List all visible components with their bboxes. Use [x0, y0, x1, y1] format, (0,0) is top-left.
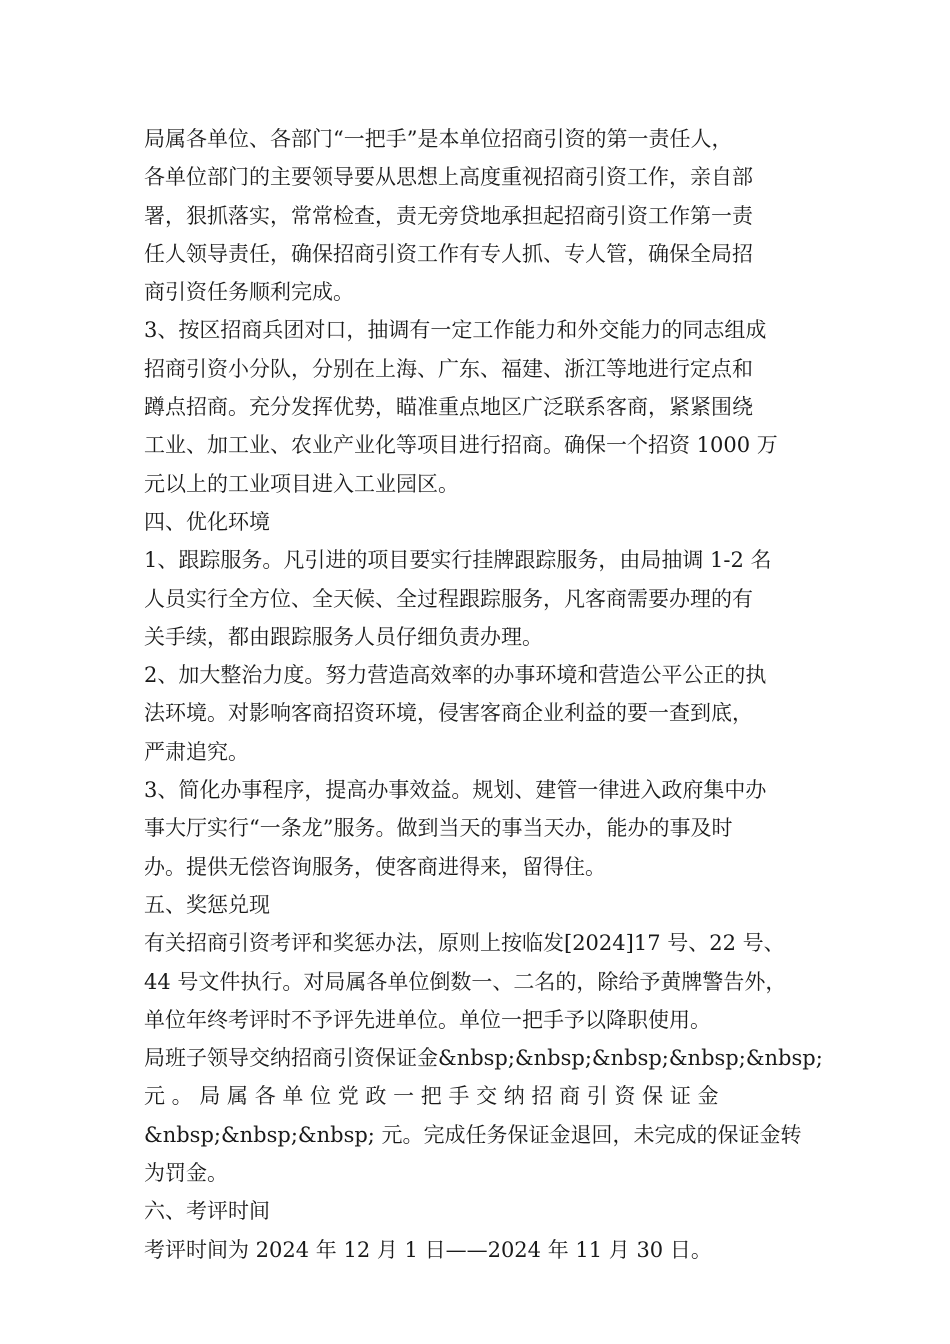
text-line: 商引资任务顺利完成。	[144, 280, 354, 305]
text-line: 元 。 局 属 各 单 位 党 政 一 把 手 交 纳 招 商 引 资 保 证 金	[144, 1084, 719, 1109]
section-heading: 四、优化环境	[144, 509, 270, 534]
text-line: 单位年终考评时不予评先进单位。单位一把手予以降职使用。	[144, 1007, 711, 1032]
text-line: 元以上的工业项目进入工业园区。	[144, 471, 459, 496]
text-line: 严肃追究。	[144, 739, 249, 764]
text-line: 考评时间为 2024 年 12 月 1 日——2024 年 11 月 30 日。	[144, 1237, 712, 1262]
text-line: 有关招商引资考评和奖惩办法，原则上按临发[2024]17 号、22 号、	[144, 931, 785, 956]
text-line: 蹲点招商。充分发挥优势，瞄准重点地区广泛联系客商，紧紧围绕	[144, 395, 753, 420]
text-line: 人员实行全方位、全天候、全过程跟踪服务，凡客商需要办理的有	[144, 586, 753, 611]
text-line: 事大厅实行“一条龙”服务。做到当天的事当天办，能办的事及时	[144, 816, 733, 841]
text-line: 工业、加工业、农业产业化等项目进行招商。确保一个招资 1000 万	[144, 433, 778, 458]
section-heading: 六、考评时间	[144, 1199, 270, 1224]
text-line: 任人领导责任，确保招商引资工作有专人抓、专人管，确保全局招	[144, 241, 753, 266]
text-line: 法环境。对影响客商招资环境，侵害客商企业利益的要一查到底，	[144, 701, 753, 726]
text-line: 1、跟踪服务。凡引进的项目要实行挂牌跟踪服务，由局抽调 1-2 名	[144, 548, 772, 573]
text-line: 为罚金。	[144, 1161, 228, 1186]
text-line: 各单位部门的主要领导要从思想上高度重视招商引资工作，亲自部	[144, 165, 753, 190]
text-line: 关手续，都由跟踪服务人员仔细负责办理。	[144, 624, 543, 649]
text-line: 招商引资小分队，分别在上海、广东、福建、浙江等地进行定点和	[144, 356, 753, 381]
text-line: 2、加大整治力度。努力营造高效率的办事环境和营造公平公正的执	[144, 663, 767, 688]
text-line: 办。提供无偿咨询服务，使客商进得来，留得住。	[144, 854, 606, 879]
section-heading: 五、奖惩兑现	[144, 892, 270, 917]
text-line: 局班子领导交纳招商引资保证金&nbsp;&nbsp;&nbsp;&nbsp;&nbsp;	[144, 1046, 823, 1071]
text-line: 局属各单位、各部门“一把手”是本单位招商引资的第一责任人，	[144, 127, 733, 151]
text-line: 署，狠抓落实，常常检查，责无旁贷地承担起招商引资工作第一责	[144, 203, 753, 228]
document-body	[144, 120, 823, 1269]
text-line: 3、按区招商兵团对口，抽调有一定工作能力和外交能力的同志组成	[144, 318, 767, 343]
text-line: 3、简化办事程序，提高办事效益。规划、建管一律进入政府集中办	[144, 778, 767, 803]
text-line: &nbsp;&nbsp;&nbsp; 元。完成任务保证金退回，未完成的保证金转	[144, 1122, 802, 1147]
text-line: 44 号文件执行。对局属各单位倒数一、二名的，除给予黄牌警告外，	[144, 969, 787, 994]
